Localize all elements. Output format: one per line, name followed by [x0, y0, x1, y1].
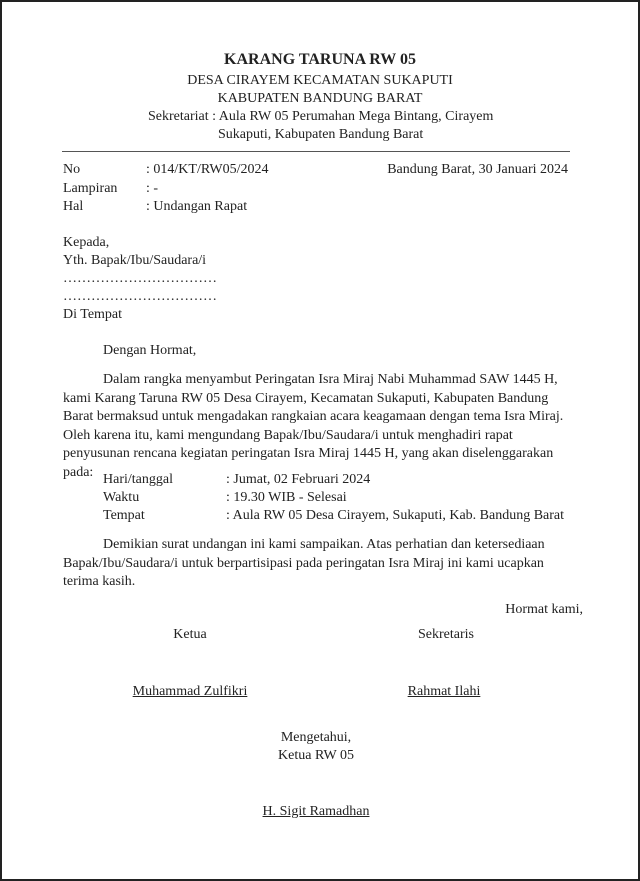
detail-value-hari: : Jumat, 02 Februari 2024	[226, 472, 371, 487]
recipient-di-tempat: Di Tempat	[63, 307, 123, 322]
lampiran-label: Lampiran	[63, 181, 118, 196]
closing-salutation: Hormat kami,	[505, 602, 583, 617]
sekretaris-title: Sekretaris	[418, 627, 474, 642]
place-date: Bandung Barat, 30 Januari 2024	[387, 162, 568, 177]
ketua-title: Ketua	[173, 627, 207, 642]
detail-value-tempat: : Aula RW 05 Desa Cirayem, Sukaputi, Kab. Bandung Barat	[226, 508, 565, 523]
letterhead-address-line1: Sekretariat : Aula RW 05 Perumahan Mega Bintang, Cirayem	[148, 109, 494, 124]
hal-label: Hal	[63, 199, 84, 214]
greeting: Dengan Hormat,	[103, 343, 197, 358]
recipient-yth: Yth. Bapak/Ibu/Saudara/i	[63, 253, 207, 268]
detail-label-waktu: Waktu	[103, 490, 140, 505]
lampiran-value: : -	[146, 181, 159, 196]
ketua-rw-name: H. Sigit Ramadhan	[262, 804, 370, 819]
letterhead-divider	[62, 151, 570, 152]
ketua-rw-title: Ketua RW 05	[278, 748, 354, 763]
recipient-blank-2: ……………………………	[63, 289, 217, 304]
letterhead-line1: DESA CIRAYEM KECAMATAN SUKAPUTI	[187, 73, 453, 88]
detail-label-hari: Hari/tanggal	[103, 472, 173, 487]
no-value: : 014/KT/RW05/2024	[146, 162, 269, 177]
detail-value-waktu: : 19.30 WIB - Selesai	[226, 490, 347, 505]
paragraph-opening: Dalam rangka menyambut Peringatan Isra Miraj Nabi Muhammad SAW 1445 H, kami Karang Taruna RW 05 Desa Cirayem, Kecamatan Sukaputi, Kabupaten Bandung Barat bermaksud untuk mengadakan rangkaian acara keagamaan dengan tema Isra Miraj. Oleh karena itu, kami mengundang Bapak/Ibu/Saudara/i untuk menghadiri rapat penyusunan rencana kegiatan peringatan Isra Miraj 1445 H, yang akan diselenggarakan pada:	[63, 372, 564, 480]
letterhead-address-line2: Sukaputi, Kabupaten Bandung Barat	[218, 127, 424, 142]
detail-label-tempat: Tempat	[103, 508, 145, 523]
recipient-kepada: Kepada,	[63, 235, 110, 250]
mengetahui: Mengetahui,	[280, 730, 352, 745]
recipient-blank-1: ……………………………	[63, 271, 217, 286]
paragraph-closing: Demikian surat undangan ini kami sampaikan. Atas perhatian dan ketersediaan Bapak/Ibu/Saudara/i untuk berpartisipasi pada peringatan Isra Miraj ini kami ucapkan terima kasih.	[63, 537, 545, 589]
hal-value: : Undangan Rapat	[146, 199, 248, 214]
org-name: KARANG TARUNA RW 05	[224, 51, 416, 68]
sekretaris-name: Rahmat Ilahi	[407, 684, 481, 699]
letterhead-line2: KABUPATEN BANDUNG BARAT	[217, 91, 423, 106]
ketua-name: Muhammad Zulfikri	[132, 684, 248, 699]
no-label: No	[63, 162, 81, 177]
